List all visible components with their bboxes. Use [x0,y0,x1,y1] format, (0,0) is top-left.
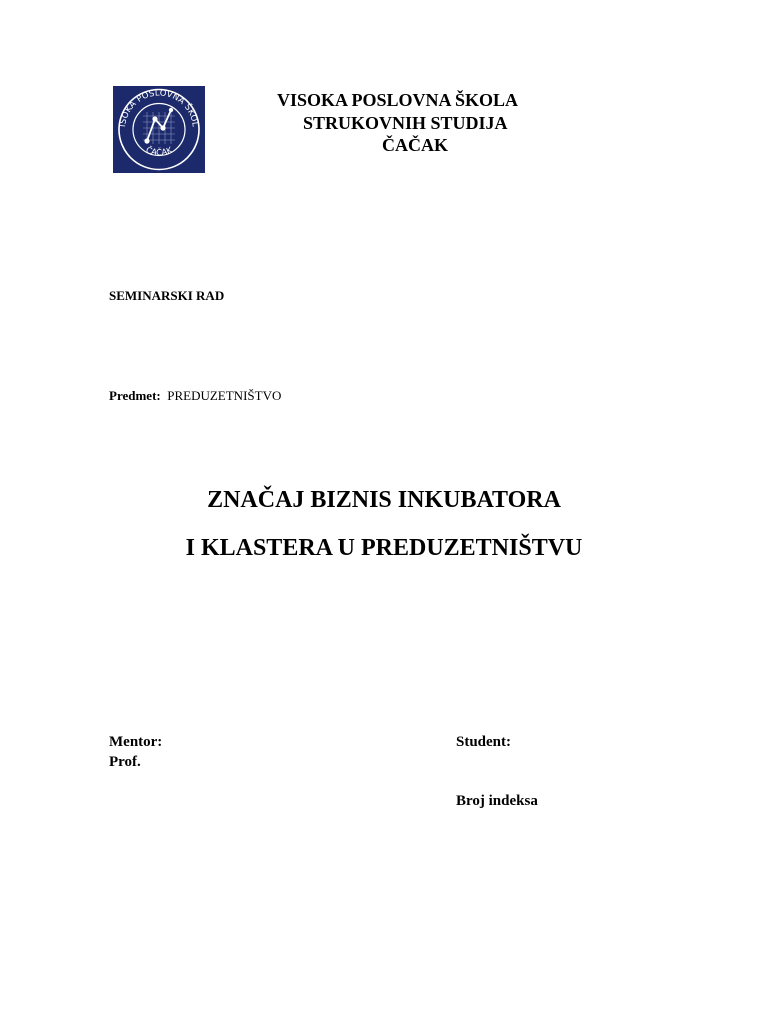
seal-ring-top: ISOKA POSLOVNA ŠKOL [117,87,201,128]
seal-ring-bottom: ČAČAK [144,144,174,158]
school-name-line-3: ČAČAK [382,135,448,155]
subject-value: PREDUZETNIŠTVO [167,388,282,403]
school-name-line-2: STRUKOVNIH STUDIJA [303,113,508,133]
subject-label: Predmet: [109,388,161,403]
school-logo [113,86,205,173]
school-name-line-1: VISOKA POSLOVNA ŠKOLA [277,90,519,110]
student-label: Student: [456,734,512,750]
subject-line [109,388,281,404]
document-type: SEMINARSKI RAD [109,288,225,303]
mentor-label: Mentor: [109,734,163,750]
document-title-line-2: I KLASTERA U PREDUZETNIŠTVU [185,535,583,561]
index-number-label: Broj indeksa [456,793,538,809]
school-seal-icon [113,86,205,173]
mentor-prefix: Prof. [109,754,141,770]
document-title-line-1: ZNAČAJ BIZNIS INKUBATORA [207,487,561,513]
